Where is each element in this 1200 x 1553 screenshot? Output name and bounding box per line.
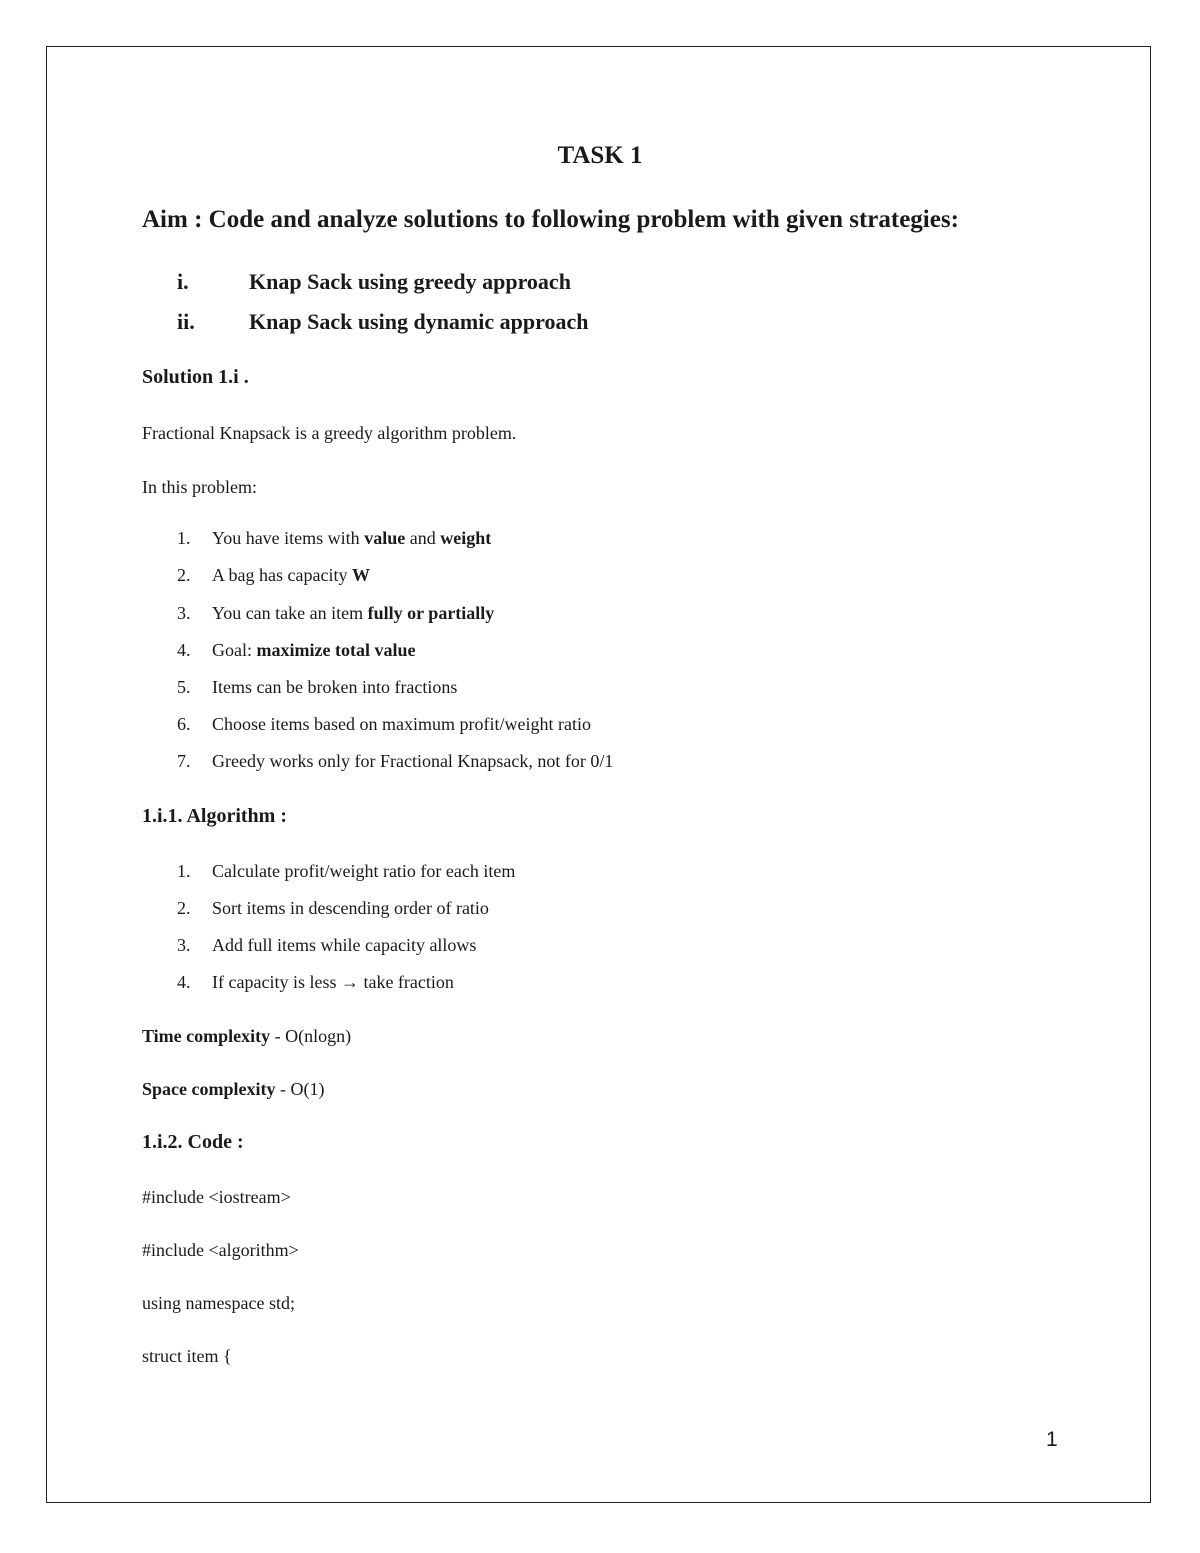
code-line: struct item { bbox=[142, 1346, 232, 1366]
list-number: 4. bbox=[177, 640, 191, 660]
list-number: 2. bbox=[177, 565, 191, 585]
algorithm-step bbox=[177, 972, 777, 996]
list-item bbox=[177, 603, 777, 627]
space-complexity bbox=[142, 1079, 324, 1100]
list-item bbox=[177, 714, 777, 738]
subtask-item bbox=[177, 269, 677, 297]
subtask-text: Knap Sack using greedy approach bbox=[249, 269, 571, 294]
step-text: If capacity is less → take fraction bbox=[212, 972, 454, 992]
subtask-number: i. bbox=[177, 269, 189, 294]
time-complexity-label: Time complexity bbox=[142, 1026, 271, 1046]
list-text: You have items with bbox=[212, 528, 365, 548]
list-number: 1. bbox=[177, 528, 191, 548]
step-number: 3. bbox=[177, 935, 191, 955]
list-number: 6. bbox=[177, 714, 191, 734]
code-line: #include <algorithm> bbox=[142, 1240, 299, 1260]
bold-term: weight bbox=[440, 528, 492, 548]
bold-term: W bbox=[351, 565, 370, 585]
step-number: 2. bbox=[177, 898, 191, 918]
step-text: Add full items while capacity allows bbox=[212, 935, 477, 955]
list-item bbox=[177, 565, 777, 589]
subtask-number: ii. bbox=[177, 309, 195, 334]
algorithm-step bbox=[177, 935, 777, 959]
intro-paragraph: Fractional Knapsack is a greedy algorithm problem. bbox=[142, 423, 517, 443]
bold-term: value bbox=[364, 528, 406, 548]
algorithm-heading: 1.i.1. Algorithm : bbox=[142, 805, 287, 827]
bold-term: fully or partially bbox=[367, 603, 495, 623]
list-text: A bag has capacity bbox=[212, 565, 352, 585]
page-number: 1 bbox=[1046, 1428, 1058, 1451]
algorithm-step bbox=[177, 898, 777, 922]
list-number: 7. bbox=[177, 751, 191, 771]
subtask-text: Knap Sack using dynamic approach bbox=[249, 309, 589, 334]
list-text: Goal: bbox=[212, 640, 257, 660]
list-text: Greedy works only for Fractional Knapsack, not for 0/1 bbox=[212, 751, 614, 771]
code-line: #include <iostream> bbox=[142, 1187, 291, 1207]
step-text: Calculate profit/weight ratio for each item bbox=[212, 861, 516, 881]
code-heading: 1.i.2. Code : bbox=[142, 1131, 244, 1153]
code-line: using namespace std; bbox=[142, 1293, 295, 1313]
list-number: 3. bbox=[177, 603, 191, 623]
list-item bbox=[177, 640, 777, 664]
space-complexity-value: - O(1) bbox=[275, 1079, 325, 1099]
space-complexity-label: Space complexity bbox=[142, 1079, 276, 1099]
list-item bbox=[177, 751, 777, 775]
step-number: 1. bbox=[177, 861, 191, 881]
subtask-item bbox=[177, 309, 677, 337]
time-complexity-value: - O(nlogn) bbox=[270, 1026, 352, 1046]
list-item bbox=[177, 677, 777, 701]
list-text: and bbox=[405, 528, 441, 548]
aim-heading: Aim : Code and analyze solutions to following problem with given strategies: bbox=[142, 206, 959, 233]
list-text: Choose items based on maximum profit/weight ratio bbox=[212, 714, 591, 734]
list-number: 5. bbox=[177, 677, 191, 697]
algorithm-step bbox=[177, 861, 777, 885]
task-title: TASK 1 bbox=[557, 142, 643, 169]
list-text: Items can be broken into fractions bbox=[212, 677, 458, 697]
time-complexity bbox=[142, 1026, 351, 1047]
step-text: Sort items in descending order of ratio bbox=[212, 898, 489, 918]
list-item bbox=[177, 528, 777, 552]
bold-term: maximize total value bbox=[256, 640, 416, 660]
problem-intro: In this problem: bbox=[142, 477, 257, 497]
list-text: You can take an item bbox=[212, 603, 368, 623]
step-number: 4. bbox=[177, 972, 191, 992]
solution-heading: Solution 1.i . bbox=[142, 366, 249, 388]
